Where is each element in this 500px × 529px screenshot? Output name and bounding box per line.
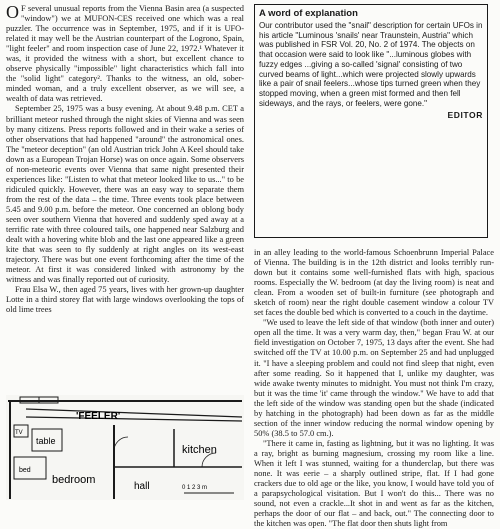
feeler-beam-top [26,409,242,417]
body-paragraph: in an alley leading to the world-famous Schoenbrunn Imperial Palace of Vienna. The building is in the 12th district and looks terribly run-down but it contains some well-furnished flats with high, spacious rooms. Especially the W. bedroom (at day the living room) is neat and clean. From a wooden set of built-in furniture (see photograph and sketch of room) near the right double casement window a colour TV set faces the double bed which is converted to a couch in the daytime. [254,248,494,318]
body-paragraph: Frau Elsa W., then aged 75 years, lives with her grown-up daughter Lotte in a third storey flat with large windows overlooking the tops of old lime trees [6,285,244,315]
scale-label: 0 1 2 3 m [182,485,208,491]
floor-plan-sketch [6,395,244,500]
bed-label: bed [19,467,31,474]
feeler-label: 'FEELER' [76,411,121,422]
tv-label: TV [15,430,23,436]
box-signature: EDITOR [447,110,483,121]
left-text-column [6,4,244,315]
floor-plan-drawing [6,395,244,500]
intro-paragraph: O F several unusual reports from the Vienna Basin area (a suspected "window") we at MUFON-CES received one which was a real puzzler. The occurrence was in September, 1975, and if it is UFO-related it may well be the Austrian counterpart of the Logrono, Spain, "light feeler" and room inspection case of June 22, 1972.¹ Whatever it was, it provided the witness with a short, but excellent chance to observe physically "impossible" light characteristics which fall into the "solid light" category². Thanks to the witness, an old, sober-minded woman, and a truly excellent observer, as we will see, a wealth of data was retrieved. [6,2,244,104]
drop-cap: O [6,2,19,22]
body-paragraph: "There it came in, fasting as lightning, but it was no lighting. It was a ray, bright as burning magnesium, crossing my room like a line. When it left I was stunned, waiting for a thunderclap, but there was none. It was eerie – a sharply outlined stripe, flat. If I had gone crackers due to old age or the like, you know, I would have told you of a parapsychological visitation. But I won't do this... There was no sound, not even a crackle...It shot in and went as far as the kitchen, perhaps the door of our flat – and back, out." The connecting door to the kitchen was open. "The flat door then shuts light from [254,438,494,529]
door-arc [114,437,128,451]
table-label: table [36,436,56,446]
box-title: A word of explanation [259,8,358,19]
hall-label: hall [134,481,150,492]
explanation-box [254,4,488,238]
feeler-beam-bottom [26,417,242,421]
body-paragraph: "We used to leave the left side of that window (both inner and outer) open all the time. It was a very warm day, then," began Frau W. at our field investigation on October 7, 1975, 13 days after the event. She had switched off the TV at 10.00 p.m. on September 25 and had unplugged it. "I have a sleeping problem and could not find sleep that night, even after some reading. So it happened that I, unlike my daughter, was wide awake twenty minutes to midnight. You must not think I'm crazy, but it was the time 'it' came through the window." We have to add that the left side of the window was standing open but the shade (indicated by hatching in the photograph) had been down as far as the middle section of the inner window reducing the normal window opening by 50% (38.5 to 57.0 cm.). [254,318,494,438]
right-text-column [254,248,494,529]
body-paragraph: September 25, 1975 was a busy evening. At about 9.48 p.m. CET a brilliant meteor rushed through the night skies of Vienna and was seen by many citizens. Press reports followed and in their wake a series of other observations that had happened "around" the astronomical ones. The "meteor deception" (an old Austrian trick John A Keel should take down as a European Trojan Horse) was on once again. Some observers of non-meteoric events over Vienna that same night presented their experiences like: "Listen to what that meteor looked like to us..." to be ridiculed quickly. However, there was an easy way to separate them from the rest of the data – the time. Three events took place between 5.45 and 9.00 p.m. before the meteor. One concerned an oblong body seen over southern Vienna that hovered and suddenly sped away at a terrific rate with three coloured tails, one happened near Salzburg and dealt with a hovering white blob and the last one appeared like a green kite that was seen to fly suddenly at right angles on its west-east trajectory. There was but one event forthcoming after the time of the meteor. At first it was considered linked with astronomy by the witness and was finally reported out of curiosity. [6,104,244,285]
kitchen-label: kitchen [182,444,217,456]
bedroom-label: bedroom [52,474,96,486]
box-body: Our contributor used the "snail" description for certain UFOs in his article "Luminous 'snails' near Traunstein, Austria" which was published in FSR Vol. 20, No. 2 of 1974. The objects on that occasion were said to look like "...luminous globes with fuzzy edges ...giving a so-called 'signal' consisting of two curved beams of light...which were projected slowly upwards like a pair of snail feelers...whose tips turned green when they stopped moving, when a green mist formed and then fell sideways, and the rays, or feelers, were gone." [259,21,483,108]
